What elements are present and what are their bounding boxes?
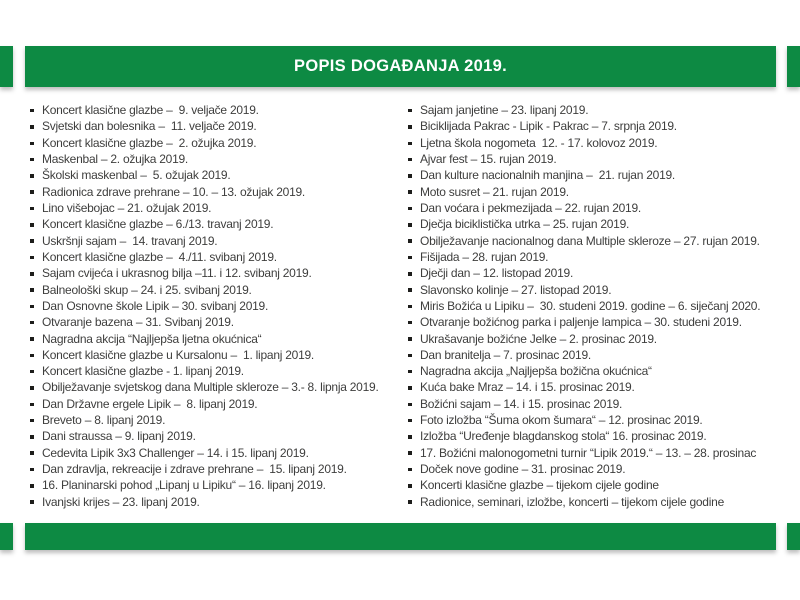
event-text: Koncert klasične glazbe - 1. lipanj 2019. <box>42 364 244 379</box>
bullet-icon <box>408 239 412 243</box>
list-item <box>30 233 379 249</box>
list-item <box>408 216 760 232</box>
event-text: Moto susret – 21. rujan 2019. <box>420 184 569 199</box>
list-item <box>30 167 379 183</box>
bullet-icon <box>408 403 412 407</box>
event-text: Nagradna akcija “Najljepša ljetna okućnica“ <box>42 331 262 346</box>
bullet-icon <box>30 435 34 439</box>
list-item <box>30 216 379 232</box>
list-item <box>30 330 379 346</box>
event-text: Izložba “Uređenje blagdanskog stola“ 16. prosinac 2019. <box>420 429 707 444</box>
list-item <box>408 200 760 216</box>
bullet-icon <box>408 256 412 260</box>
bullet-icon <box>408 337 412 341</box>
event-text: Dan zdravlja, rekreacije i zdrave prehrane – 15. lipanj 2019. <box>42 462 347 477</box>
event-text: Balneološki skup – 24. i 25. svibanj 2019. <box>42 282 252 297</box>
list-item <box>30 135 379 151</box>
bullet-icon <box>30 272 34 276</box>
list-item <box>30 461 379 477</box>
bullet-icon <box>408 125 412 129</box>
list-item <box>30 102 379 118</box>
event-text: Miris Božića u Lipiku – 30. studeni 2019. godine – 6. siječanj 2020. <box>420 298 761 313</box>
bullet-icon <box>408 190 412 194</box>
bullet-icon <box>408 484 412 488</box>
events-column-right <box>408 102 760 510</box>
list-item <box>408 347 760 363</box>
bullet-icon <box>408 468 412 472</box>
list-item <box>408 379 760 395</box>
event-text: Dječja biciklistička utrka – 25. rujan 2019. <box>420 217 630 232</box>
event-text: Otvaranje božićnog parka i paljenje lampica – 30. studeni 2019. <box>420 315 742 330</box>
event-text: Maskenbal – 2. ožujka 2019. <box>42 152 189 167</box>
event-text: Radionice, seminari, izložbe, koncerti – tijekom cijele godine <box>420 494 724 509</box>
event-text: Ivanjski krijes – 23. lipanj 2019. <box>42 494 200 509</box>
event-text: Ljetna škola nogometa 12. - 17. kolovoz 2019. <box>420 135 658 150</box>
list-item <box>408 428 760 444</box>
event-text: Obilježavanje nacionalnog dana Multiple skleroze – 27. rujan 2019. <box>420 233 760 248</box>
bullet-icon <box>30 419 34 423</box>
list-item <box>408 281 760 297</box>
bullet-icon <box>30 354 34 358</box>
header-bar-right-cap <box>787 46 800 87</box>
event-text: Koncert klasične glazbe – 6./13. travanj 2019. <box>42 217 274 232</box>
event-text: Biciklijada Pakrac - Lipik - Pakrac – 7. srpnja 2019. <box>420 119 677 134</box>
events-column-left <box>30 102 379 510</box>
list-item <box>30 298 379 314</box>
bullet-icon <box>30 305 34 309</box>
list-item <box>30 428 379 444</box>
bullet-icon <box>30 321 34 325</box>
bullet-icon <box>408 305 412 309</box>
list-item <box>408 330 760 346</box>
list-item <box>30 379 379 395</box>
event-text: Obilježavanje svjetskog dana Multiple skleroze – 3.- 8. lipnja 2019. <box>42 380 379 395</box>
list-item <box>408 265 760 281</box>
bullet-icon <box>408 109 412 113</box>
bullet-icon <box>30 370 34 374</box>
bullet-icon <box>408 500 412 504</box>
event-text: Sajam cvijeća i ukrasnog bilja –11. i 12. svibanj 2019. <box>42 266 312 281</box>
bullet-icon <box>408 174 412 178</box>
bullet-icon <box>30 337 34 341</box>
list-item <box>30 200 379 216</box>
footer-bar-left-cap <box>0 523 13 550</box>
bullet-icon <box>408 207 412 211</box>
list-item <box>408 363 760 379</box>
list-item <box>408 298 760 314</box>
event-text: Dječji dan – 12. listopad 2019. <box>420 266 574 281</box>
bullet-icon <box>408 223 412 227</box>
list-item <box>30 347 379 363</box>
bullet-icon <box>408 419 412 423</box>
event-text: Lino višebojac – 21. ožujak 2019. <box>42 201 212 216</box>
bullet-icon <box>30 158 34 162</box>
list-item <box>30 412 379 428</box>
event-text: Koncert klasične glazbe – 9. veljače 2019. <box>42 103 259 118</box>
footer-bar-right-cap <box>787 523 800 550</box>
bullet-icon <box>30 500 34 504</box>
page-title: POPIS DOGAĐANJA 2019. <box>294 57 507 75</box>
header-bar <box>25 46 776 87</box>
event-text: Ukrašavanje božićne Jelke – 2. prosinac 2019. <box>420 331 657 346</box>
bullet-icon <box>408 272 412 276</box>
bullet-icon <box>408 435 412 439</box>
event-text: 17. Božićni malonogometni turnir “Lipik 2019.“ – 13. – 28. prosinac <box>420 445 757 460</box>
event-text: Dan branitelja – 7. prosinac 2019. <box>420 347 591 362</box>
list-item <box>30 477 379 493</box>
bullet-icon <box>408 288 412 292</box>
list-item <box>30 445 379 461</box>
event-text: Svjetski dan bolesnika – 11. veljače 2019. <box>42 119 257 134</box>
event-text: Nagradna akcija „Najljepša božična okućnica“ <box>420 364 652 379</box>
list-item <box>30 184 379 200</box>
bullet-icon <box>30 207 34 211</box>
list-item <box>30 151 379 167</box>
event-text: Slavonsko kolinje – 27. listopad 2019. <box>420 282 612 297</box>
event-text: Sajam janjetine – 23. lipanj 2019. <box>420 103 589 118</box>
bullet-icon <box>408 386 412 390</box>
list-item <box>30 494 379 510</box>
list-item <box>30 281 379 297</box>
bullet-icon <box>30 174 34 178</box>
event-text: Koncert klasične glazbe – 4./11. svibanj 2019. <box>42 249 277 264</box>
bullet-icon <box>30 484 34 488</box>
bullet-icon <box>30 451 34 455</box>
list-item <box>30 363 379 379</box>
bullet-icon <box>30 125 34 129</box>
event-text: Koncerti klasične glazbe – tijekom cijele godine <box>420 478 659 493</box>
event-text: Radionica zdrave prehrane – 10. – 13. ožujak 2019. <box>42 184 306 199</box>
event-text: Ajvar fest – 15. rujan 2019. <box>420 152 557 167</box>
bullet-icon <box>30 239 34 243</box>
event-text: Dan voćara i pekmezijada – 22. rujan 2019. <box>420 201 641 216</box>
event-text: Doček nove godine – 31. prosinac 2019. <box>420 462 626 477</box>
list-item <box>408 167 760 183</box>
list-item <box>30 314 379 330</box>
event-text: Koncert klasične glazbe – 2. ožujka 2019. <box>42 135 257 150</box>
event-text: Breveto – 8. lipanj 2019. <box>42 413 166 428</box>
list-item <box>408 233 760 249</box>
event-text: Dan Državne ergele Lipik – 8. lipanj 2019. <box>42 396 258 411</box>
bullet-icon <box>30 142 34 146</box>
event-text: Uskršnji sajam – 14. travanj 2019. <box>42 233 218 248</box>
list-item <box>408 461 760 477</box>
event-text: Dan Osnovne škole Lipik – 30. svibanj 2019. <box>42 298 269 313</box>
event-text: Božićni sajam – 14. i 15. prosinac 2019. <box>420 396 623 411</box>
header-bar-left-cap <box>0 46 13 87</box>
bullet-icon <box>30 403 34 407</box>
list-item <box>408 412 760 428</box>
list-item <box>30 265 379 281</box>
list-item <box>408 494 760 510</box>
event-text: 16. Planinarski pohod „Lipanj u Lipiku“ – 16. lipanj 2019. <box>42 478 326 493</box>
bullet-icon <box>408 158 412 162</box>
list-item <box>30 396 379 412</box>
list-item <box>408 184 760 200</box>
bullet-icon <box>408 370 412 374</box>
event-text: Koncert klasične glazbe u Kursalonu – 1. lipanj 2019. <box>42 347 315 362</box>
bullet-icon <box>30 223 34 227</box>
bullet-icon <box>30 190 34 194</box>
bullet-icon <box>30 468 34 472</box>
bullet-icon <box>408 321 412 325</box>
bullet-icon <box>408 354 412 358</box>
list-item <box>30 249 379 265</box>
event-text: Fišijada – 28. rujan 2019. <box>420 249 549 264</box>
bullet-icon <box>408 451 412 455</box>
bullet-icon <box>30 256 34 260</box>
bullet-icon <box>30 386 34 390</box>
bullet-icon <box>30 288 34 292</box>
event-text: Foto izložba “Šuma okom šumara“ – 12. prosinac 2019. <box>420 413 703 428</box>
event-text: Dani straussa – 9. lipanj 2019. <box>42 429 196 444</box>
list-item <box>408 135 760 151</box>
list-item <box>408 249 760 265</box>
list-item <box>408 118 760 134</box>
event-text: Školski maskenbal – 5. ožujak 2019. <box>42 168 231 183</box>
event-text: Otvaranje bazena – 31. Svibanj 2019. <box>42 315 234 330</box>
bullet-icon <box>408 142 412 146</box>
bullet-icon <box>30 109 34 113</box>
list-item <box>408 102 760 118</box>
list-item <box>408 314 760 330</box>
event-text: Kuća bake Mraz – 14. i 15. prosinac 2019. <box>420 380 635 395</box>
event-text: Cedevita Lipik 3x3 Challenger – 14. i 15. lipanj 2019. <box>42 445 309 460</box>
list-item <box>408 151 760 167</box>
list-item <box>408 445 760 461</box>
list-item <box>408 477 760 493</box>
event-text: Dan kulture nacionalnih manjina – 21. rujan 2019. <box>420 168 676 183</box>
footer-bar <box>25 523 776 550</box>
list-item <box>30 118 379 134</box>
list-item <box>408 396 760 412</box>
